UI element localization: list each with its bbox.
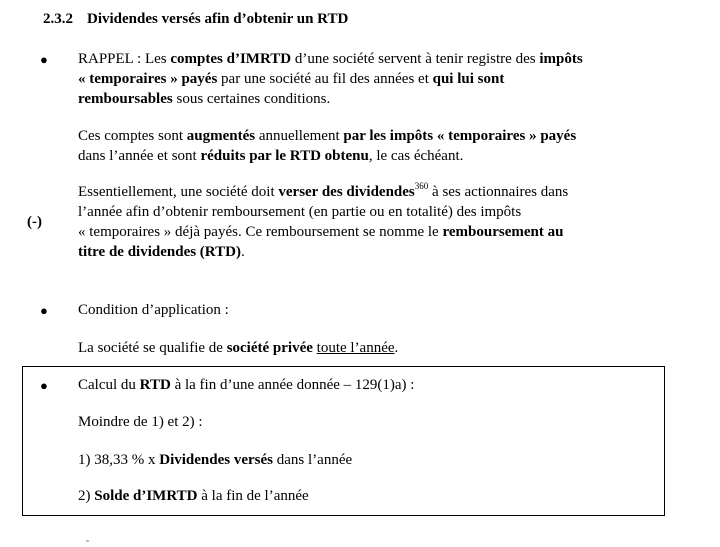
section-heading (43, 10, 348, 28)
margin-note: (-) (27, 214, 42, 230)
calcul-item-2: 2) Solde d’IMRTD à la fin de l’année (78, 488, 309, 504)
bullet-condition: ● (40, 303, 48, 318)
bullet-rappel: ● (40, 52, 48, 67)
condition-label: Condition d’application : (78, 302, 229, 318)
comptes-line-2: dans l’année et sont réduits par le RTD obtenu, le cas échéant. (78, 148, 464, 164)
section-number: 2.3.2 (43, 11, 73, 27)
section-title: Dividendes versés afin d’obtenir un RTD (87, 11, 349, 27)
essentiel-line-4: titre de dividendes (RTD). (78, 244, 245, 260)
rappel-line-1: RAPPEL : Les comptes d’IMRTD d’une société servent à tenir registre des impôts (78, 51, 583, 67)
condition-text: La société se qualifie de société privée toute l’année. (78, 340, 399, 356)
calcul-item-1: 1) 38,33 % x Dividendes versés dans l’année (78, 452, 353, 468)
footnote-ref: 360 (414, 181, 429, 191)
rappel-line-2: « temporaires » payés par une société au fil des années et qui lui sont (78, 71, 505, 87)
essentiel-line-3: « temporaires » déjà payés. Ce remboursement se nomme le remboursement au (78, 224, 564, 240)
comptes-line-1: Ces comptes sont augmentés annuellement par les impôts « temporaires » payés (78, 128, 577, 144)
rappel-line-3: remboursables sous certaines conditions. (78, 91, 331, 107)
bullet-calcul: ● (40, 378, 48, 393)
scan-mark (86, 540, 89, 542)
calcul-moindre: Moindre de 1) et 2) : (78, 414, 203, 430)
essentiel-line-2: l’année afin d’obtenir remboursement (en partie ou en totalité) des impôts (78, 204, 522, 220)
calcul-line-1: Calcul du RTD à la fin d’une année donnée – 129(1)a) : (78, 377, 415, 393)
essentiel-line-1: Essentiellement, une société doit verser des dividendes$^{360}$ à ses actionnaires dans (78, 181, 569, 200)
